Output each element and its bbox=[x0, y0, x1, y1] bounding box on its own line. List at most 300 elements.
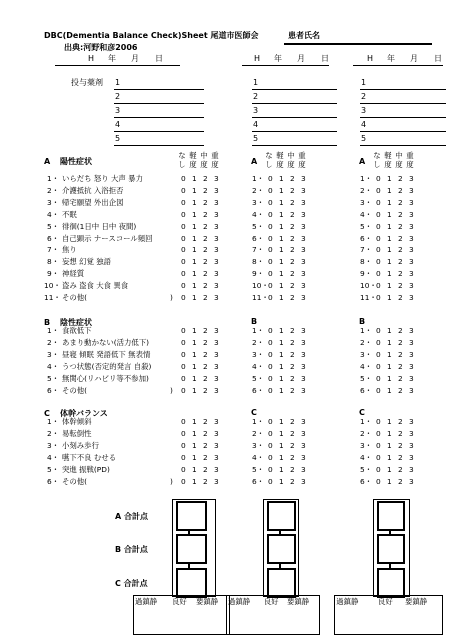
score-option[interactable]: 0 bbox=[181, 464, 186, 474]
score-option[interactable]: 3 bbox=[409, 245, 414, 255]
score-option[interactable]: 3 bbox=[214, 281, 219, 291]
score-option[interactable]: 1 bbox=[387, 281, 392, 291]
score-option[interactable]: 2 bbox=[290, 464, 295, 474]
score-option[interactable]: 0 bbox=[376, 440, 381, 450]
score-option[interactable]: 1 bbox=[192, 245, 197, 255]
score-option[interactable]: 3 bbox=[214, 257, 219, 267]
score-option[interactable]: 1 bbox=[279, 361, 284, 371]
score-option[interactable]: 1 bbox=[387, 221, 392, 231]
score-option[interactable]: 3 bbox=[409, 197, 414, 207]
score-option[interactable]: 1 bbox=[192, 361, 197, 371]
score-option[interactable]: 0 bbox=[376, 428, 381, 438]
score-option[interactable]: 2 bbox=[203, 428, 208, 438]
score-option[interactable]: 1 bbox=[387, 269, 392, 279]
score-option[interactable]: 1 bbox=[387, 174, 392, 183]
score-option[interactable]: 1 bbox=[279, 464, 284, 474]
score-option[interactable]: 2 bbox=[203, 257, 208, 267]
score-option[interactable]: 3 bbox=[301, 337, 306, 347]
score-option[interactable]: 2 bbox=[398, 233, 403, 243]
score-option[interactable]: 1 bbox=[387, 245, 392, 255]
score-option[interactable]: 3 bbox=[409, 293, 414, 302]
medication-row-line bbox=[360, 89, 446, 90]
score-option[interactable]: 3 bbox=[214, 269, 219, 279]
score-option[interactable]: 3 bbox=[409, 428, 414, 438]
score-option[interactable]: 1 bbox=[387, 293, 392, 302]
score-option[interactable]: 2 bbox=[290, 174, 295, 183]
score-option[interactable]: 3 bbox=[409, 373, 414, 383]
total-score-box[interactable] bbox=[377, 501, 405, 531]
score-option[interactable]: 2 bbox=[203, 349, 208, 359]
score-option[interactable]: 1 bbox=[387, 440, 392, 450]
score-option[interactable]: 2 bbox=[398, 464, 403, 474]
score-option[interactable]: 3 bbox=[214, 209, 219, 219]
score-option[interactable]: 2 bbox=[398, 245, 403, 255]
score-option[interactable]: 0 bbox=[181, 476, 186, 486]
score-option[interactable]: 2 bbox=[203, 221, 208, 231]
score-option[interactable]: 2 bbox=[290, 269, 295, 279]
score-option[interactable]: 3 bbox=[409, 476, 414, 486]
score-option[interactable]: 3 bbox=[409, 174, 414, 183]
score-option[interactable]: 3 bbox=[301, 281, 306, 291]
score-option[interactable]: 1 bbox=[279, 440, 284, 450]
score-option[interactable]: 1 bbox=[192, 293, 197, 302]
score-option[interactable]: 1 bbox=[279, 281, 284, 291]
score-option[interactable]: 1 bbox=[387, 233, 392, 243]
score-option[interactable]: 1 bbox=[192, 197, 197, 207]
score-option[interactable]: 2 bbox=[203, 281, 208, 291]
score-option[interactable]: 3 bbox=[301, 293, 306, 302]
score-option[interactable]: 2 bbox=[203, 185, 208, 195]
score-option[interactable]: 0 bbox=[376, 293, 381, 302]
score-option[interactable]: 1 bbox=[387, 373, 392, 383]
score-option[interactable]: 3 bbox=[214, 464, 219, 474]
score-option[interactable]: 0 bbox=[268, 417, 273, 426]
score-option[interactable]: 1 bbox=[387, 476, 392, 486]
score-option[interactable]: 3 bbox=[214, 326, 219, 335]
score-option[interactable]: 0 bbox=[268, 349, 273, 359]
score-option[interactable]: 0 bbox=[268, 281, 273, 291]
score-option[interactable]: 2 bbox=[203, 373, 208, 383]
score-option[interactable]: 3 bbox=[409, 281, 414, 291]
score-option[interactable]: 3 bbox=[301, 385, 306, 395]
score-option[interactable]: 0 bbox=[376, 476, 381, 486]
score-option[interactable]: 0 bbox=[181, 428, 186, 438]
score-option[interactable]: 2 bbox=[290, 349, 295, 359]
score-option[interactable]: 0 bbox=[181, 337, 186, 347]
score-option[interactable]: 2 bbox=[203, 245, 208, 255]
score-option[interactable]: 3 bbox=[214, 221, 219, 231]
score-option[interactable]: 1 bbox=[387, 361, 392, 371]
score-option[interactable]: 1 bbox=[279, 428, 284, 438]
score-option[interactable]: 0 bbox=[181, 281, 186, 291]
medication-row-number: 5 bbox=[361, 134, 367, 143]
score-option[interactable]: 0 bbox=[181, 293, 186, 302]
score-option[interactable]: 2 bbox=[290, 428, 295, 438]
score-option[interactable]: 3 bbox=[301, 464, 306, 474]
score-option[interactable]: 2 bbox=[398, 373, 403, 383]
source-credit: 出典:河野和彦2006 bbox=[64, 43, 138, 52]
score-option[interactable]: 3 bbox=[214, 385, 219, 395]
score-option[interactable]: 2 bbox=[290, 197, 295, 207]
score-option[interactable]: 0 bbox=[376, 209, 381, 219]
score-option[interactable]: 0 bbox=[181, 326, 186, 335]
sedation-label: 要鎮静 bbox=[196, 597, 219, 606]
score-option[interactable]: 0 bbox=[181, 245, 186, 255]
score-option[interactable]: 3 bbox=[214, 440, 219, 450]
score-option[interactable]: 0 bbox=[268, 464, 273, 474]
score-option[interactable]: 1 bbox=[387, 464, 392, 474]
score-option[interactable]: 0 bbox=[268, 245, 273, 255]
total-score-box[interactable] bbox=[267, 568, 296, 598]
medication-row-number: 4 bbox=[361, 120, 367, 129]
score-option[interactable]: 2 bbox=[203, 361, 208, 371]
score-option[interactable]: 3 bbox=[409, 326, 414, 335]
score-option[interactable]: 1 bbox=[192, 174, 197, 183]
score-option[interactable]: 0 bbox=[181, 417, 186, 426]
score-option[interactable]: 3 bbox=[409, 361, 414, 371]
score-option[interactable]: 2 bbox=[398, 428, 403, 438]
score-option[interactable]: 0 bbox=[268, 361, 273, 371]
score-option[interactable]: 2 bbox=[290, 281, 295, 291]
score-option[interactable]: 0 bbox=[376, 269, 381, 279]
score-option[interactable]: 3 bbox=[301, 233, 306, 243]
score-option[interactable]: 2 bbox=[203, 337, 208, 347]
score-option[interactable]: 2 bbox=[290, 233, 295, 243]
date-day: 日 bbox=[155, 54, 163, 63]
score-option[interactable]: 0 bbox=[181, 373, 186, 383]
score-option[interactable]: 0 bbox=[376, 197, 381, 207]
score-option[interactable]: 0 bbox=[181, 174, 186, 183]
score-option[interactable]: 2 bbox=[203, 385, 208, 395]
score-option[interactable]: 0 bbox=[181, 452, 186, 462]
score-option[interactable]: 3 bbox=[214, 174, 219, 183]
score-option[interactable]: 0 bbox=[181, 349, 186, 359]
score-option[interactable]: 3 bbox=[301, 373, 306, 383]
score-option[interactable]: 3 bbox=[301, 440, 306, 450]
score-option[interactable]: 0 bbox=[268, 257, 273, 267]
score-option[interactable]: 1 bbox=[279, 221, 284, 231]
score-option[interactable]: 3 bbox=[409, 452, 414, 462]
score-option[interactable]: 3 bbox=[409, 269, 414, 279]
score-option[interactable]: 1 bbox=[387, 209, 392, 219]
score-option[interactable]: 0 bbox=[181, 209, 186, 219]
item-number: 5・ bbox=[47, 221, 60, 231]
score-option[interactable]: 2 bbox=[203, 326, 208, 335]
score-option[interactable]: 3 bbox=[214, 349, 219, 359]
score-option[interactable]: 2 bbox=[203, 476, 208, 486]
score-option[interactable]: 2 bbox=[398, 349, 403, 359]
score-option[interactable]: 1 bbox=[279, 233, 284, 243]
score-option[interactable]: 2 bbox=[290, 385, 295, 395]
score-option[interactable]: 2 bbox=[398, 476, 403, 486]
score-option[interactable]: 0 bbox=[268, 337, 273, 347]
score-option[interactable]: 0 bbox=[268, 174, 273, 183]
score-option[interactable]: 0 bbox=[376, 233, 381, 243]
score-option[interactable]: 3 bbox=[301, 428, 306, 438]
score-option[interactable]: 1 bbox=[192, 281, 197, 291]
score-option[interactable]: 0 bbox=[376, 245, 381, 255]
score-option[interactable]: 2 bbox=[290, 337, 295, 347]
score-option[interactable]: 0 bbox=[376, 452, 381, 462]
score-option[interactable]: 2 bbox=[398, 209, 403, 219]
score-option[interactable]: 0 bbox=[268, 440, 273, 450]
score-option[interactable]: 1 bbox=[192, 337, 197, 347]
score-option[interactable]: 2 bbox=[203, 174, 208, 183]
score-option[interactable]: 2 bbox=[398, 257, 403, 267]
score-option[interactable]: 3 bbox=[301, 221, 306, 231]
score-option[interactable]: 1 bbox=[192, 221, 197, 231]
score-option[interactable]: 1 bbox=[387, 326, 392, 335]
score-option[interactable]: 0 bbox=[181, 269, 186, 279]
score-option[interactable]: 0 bbox=[268, 476, 273, 486]
score-option[interactable]: 2 bbox=[290, 417, 295, 426]
score-option[interactable]: 2 bbox=[290, 209, 295, 219]
score-option[interactable]: 3 bbox=[301, 245, 306, 255]
score-option[interactable]: 1 bbox=[279, 373, 284, 383]
score-option[interactable]: 3 bbox=[409, 385, 414, 395]
score-option[interactable]: 3 bbox=[409, 221, 414, 231]
score-option[interactable]: 3 bbox=[214, 245, 219, 255]
score-option[interactable]: 0 bbox=[268, 293, 273, 302]
score-option[interactable]: 3 bbox=[301, 326, 306, 335]
score-option[interactable]: 3 bbox=[214, 476, 219, 486]
score-option[interactable]: 2 bbox=[398, 293, 403, 302]
score-option[interactable]: 0 bbox=[376, 385, 381, 395]
score-option[interactable]: 0 bbox=[181, 257, 186, 267]
total-score-box[interactable] bbox=[176, 534, 207, 564]
score-option[interactable]: 0 bbox=[268, 197, 273, 207]
score-option[interactable]: 3 bbox=[409, 417, 414, 426]
score-option[interactable]: 2 bbox=[203, 233, 208, 243]
score-option[interactable]: 1 bbox=[279, 257, 284, 267]
total-score-box[interactable] bbox=[267, 534, 296, 564]
score-option[interactable]: 0 bbox=[268, 428, 273, 438]
scale-header-bottom: 度 bbox=[189, 160, 197, 169]
score-option[interactable]: 0 bbox=[181, 221, 186, 231]
score-option[interactable]: 0 bbox=[268, 221, 273, 231]
sedation-label: 良好 bbox=[263, 597, 279, 606]
score-option[interactable]: 1 bbox=[387, 428, 392, 438]
score-option[interactable]: 1 bbox=[387, 185, 392, 195]
score-option[interactable]: 1 bbox=[279, 452, 284, 462]
score-option[interactable]: 3 bbox=[214, 337, 219, 347]
item-number: 1・ bbox=[47, 326, 60, 335]
total-score-box[interactable] bbox=[377, 534, 405, 564]
score-option[interactable]: 1 bbox=[279, 349, 284, 359]
score-option[interactable]: 0 bbox=[181, 233, 186, 243]
score-option[interactable]: 1 bbox=[192, 257, 197, 267]
score-option[interactable]: 2 bbox=[203, 452, 208, 462]
score-option[interactable]: 1 bbox=[192, 269, 197, 279]
score-option[interactable]: 2 bbox=[203, 417, 208, 426]
score-option[interactable]: 2 bbox=[398, 417, 403, 426]
score-option[interactable]: 3 bbox=[214, 428, 219, 438]
score-option[interactable]: 3 bbox=[301, 417, 306, 426]
score-option[interactable]: 1 bbox=[192, 464, 197, 474]
item-number: 6・ bbox=[360, 476, 373, 486]
score-option[interactable]: 2 bbox=[290, 185, 295, 195]
score-option[interactable]: 1 bbox=[387, 417, 392, 426]
item-text: 徘徊(1日中 日中 夜間) bbox=[62, 221, 137, 231]
score-option[interactable]: 0 bbox=[181, 385, 186, 395]
score-option[interactable]: 2 bbox=[290, 476, 295, 486]
score-option[interactable]: 0 bbox=[376, 281, 381, 291]
score-option[interactable]: 0 bbox=[181, 361, 186, 371]
score-option[interactable]: 1 bbox=[279, 337, 284, 347]
score-option[interactable]: 3 bbox=[301, 349, 306, 359]
score-option[interactable]: 1 bbox=[192, 233, 197, 243]
score-option[interactable]: 2 bbox=[290, 293, 295, 302]
total-score-box[interactable] bbox=[176, 568, 207, 598]
score-option[interactable]: 1 bbox=[387, 452, 392, 462]
score-option[interactable]: 1 bbox=[192, 349, 197, 359]
score-option[interactable]: 2 bbox=[203, 293, 208, 302]
score-option[interactable]: 2 bbox=[398, 452, 403, 462]
score-option[interactable]: 3 bbox=[214, 233, 219, 243]
score-option[interactable]: 3 bbox=[214, 373, 219, 383]
score-option[interactable]: 1 bbox=[192, 185, 197, 195]
score-option[interactable]: 2 bbox=[290, 245, 295, 255]
score-option[interactable]: 1 bbox=[279, 174, 284, 183]
item-number: 3・ bbox=[252, 440, 265, 450]
score-option[interactable]: 3 bbox=[301, 361, 306, 371]
score-option[interactable]: 0 bbox=[376, 464, 381, 474]
score-option[interactable]: 2 bbox=[398, 326, 403, 335]
score-option[interactable]: 3 bbox=[214, 185, 219, 195]
score-option[interactable]: 3 bbox=[301, 209, 306, 219]
score-option[interactable]: 0 bbox=[376, 257, 381, 267]
score-option[interactable]: 0 bbox=[268, 373, 273, 383]
score-option[interactable]: 0 bbox=[268, 209, 273, 219]
score-option[interactable]: 3 bbox=[409, 257, 414, 267]
score-option[interactable]: 1 bbox=[279, 185, 284, 195]
score-option[interactable]: 2 bbox=[290, 326, 295, 335]
score-option[interactable]: 2 bbox=[203, 269, 208, 279]
score-option[interactable]: 1 bbox=[387, 337, 392, 347]
score-option[interactable]: 0 bbox=[268, 233, 273, 243]
score-option[interactable]: 0 bbox=[376, 221, 381, 231]
score-option[interactable]: 3 bbox=[214, 197, 219, 207]
score-option[interactable]: 2 bbox=[290, 361, 295, 371]
score-option[interactable]: 0 bbox=[376, 174, 381, 183]
score-option[interactable]: 0 bbox=[268, 452, 273, 462]
score-option[interactable]: 0 bbox=[376, 337, 381, 347]
score-option[interactable]: 0 bbox=[268, 385, 273, 395]
score-option[interactable]: 1 bbox=[279, 209, 284, 219]
score-option[interactable]: 2 bbox=[203, 197, 208, 207]
score-option[interactable]: 3 bbox=[409, 185, 414, 195]
score-option[interactable]: 2 bbox=[203, 440, 208, 450]
score-option[interactable]: 1 bbox=[279, 326, 284, 335]
score-option[interactable]: 0 bbox=[376, 185, 381, 195]
score-option[interactable]: 0 bbox=[376, 417, 381, 426]
score-option[interactable]: 0 bbox=[268, 185, 273, 195]
score-option[interactable]: 2 bbox=[398, 269, 403, 279]
score-option[interactable]: 1 bbox=[387, 257, 392, 267]
score-option[interactable]: 0 bbox=[181, 185, 186, 195]
score-option[interactable]: 1 bbox=[192, 417, 197, 426]
score-option[interactable]: 0 bbox=[376, 373, 381, 383]
score-option[interactable]: 2 bbox=[398, 361, 403, 371]
score-option[interactable]: 2 bbox=[398, 174, 403, 183]
score-option[interactable]: 3 bbox=[409, 464, 414, 474]
score-option[interactable]: 3 bbox=[301, 185, 306, 195]
score-option[interactable]: 1 bbox=[279, 269, 284, 279]
score-option[interactable]: 3 bbox=[409, 209, 414, 219]
score-option[interactable]: 1 bbox=[192, 476, 197, 486]
score-option[interactable]: 0 bbox=[268, 326, 273, 335]
item-number: 4・ bbox=[252, 209, 265, 219]
score-option[interactable]: 3 bbox=[301, 269, 306, 279]
score-option[interactable]: 1 bbox=[387, 197, 392, 207]
score-option[interactable]: 2 bbox=[290, 257, 295, 267]
score-option[interactable]: 3 bbox=[409, 349, 414, 359]
item-number: 4・ bbox=[47, 209, 60, 219]
score-option[interactable]: 2 bbox=[290, 440, 295, 450]
score-option[interactable]: 3 bbox=[409, 337, 414, 347]
score-option[interactable]: 1 bbox=[192, 428, 197, 438]
score-option[interactable]: 3 bbox=[409, 233, 414, 243]
total-score-box[interactable] bbox=[176, 501, 207, 531]
score-option[interactable]: 2 bbox=[398, 281, 403, 291]
score-option[interactable]: 3 bbox=[214, 452, 219, 462]
score-option[interactable]: 2 bbox=[290, 452, 295, 462]
score-option[interactable]: 2 bbox=[203, 464, 208, 474]
score-option[interactable]: 3 bbox=[214, 417, 219, 426]
score-option[interactable]: 1 bbox=[279, 476, 284, 486]
score-option[interactable]: 2 bbox=[203, 209, 208, 219]
score-option[interactable]: 2 bbox=[290, 221, 295, 231]
total-score-box[interactable] bbox=[377, 568, 405, 598]
score-option[interactable]: 2 bbox=[398, 337, 403, 347]
score-option[interactable]: 1 bbox=[279, 245, 284, 255]
score-option[interactable]: 1 bbox=[279, 417, 284, 426]
score-option[interactable]: 0 bbox=[376, 349, 381, 359]
score-option[interactable]: 3 bbox=[214, 293, 219, 302]
score-option[interactable]: 1 bbox=[192, 326, 197, 335]
score-option[interactable]: 1 bbox=[192, 209, 197, 219]
score-option[interactable]: 2 bbox=[398, 185, 403, 195]
score-option[interactable]: 1 bbox=[279, 385, 284, 395]
score-option[interactable]: 1 bbox=[387, 349, 392, 359]
score-option[interactable]: 3 bbox=[409, 440, 414, 450]
score-option[interactable]: 2 bbox=[398, 221, 403, 231]
total-score-box[interactable] bbox=[267, 501, 296, 531]
score-option[interactable]: 3 bbox=[301, 476, 306, 486]
score-option[interactable]: 1 bbox=[279, 197, 284, 207]
score-option[interactable]: 0 bbox=[268, 269, 273, 279]
score-option[interactable]: 3 bbox=[301, 257, 306, 267]
score-option[interactable]: 2 bbox=[398, 385, 403, 395]
score-option[interactable]: 2 bbox=[398, 197, 403, 207]
score-option[interactable]: 1 bbox=[279, 293, 284, 302]
score-option[interactable]: 1 bbox=[192, 385, 197, 395]
score-option[interactable]: 1 bbox=[192, 452, 197, 462]
score-option[interactable]: 0 bbox=[181, 440, 186, 450]
score-option[interactable]: 1 bbox=[192, 373, 197, 383]
score-option[interactable]: 2 bbox=[398, 440, 403, 450]
score-option[interactable]: 1 bbox=[387, 385, 392, 395]
score-option[interactable]: 3 bbox=[301, 174, 306, 183]
score-option[interactable]: 2 bbox=[290, 373, 295, 383]
score-option[interactable]: 3 bbox=[301, 452, 306, 462]
score-option[interactable]: 1 bbox=[192, 440, 197, 450]
score-option[interactable]: 0 bbox=[181, 197, 186, 207]
score-option[interactable]: 0 bbox=[376, 326, 381, 335]
score-option[interactable]: 3 bbox=[301, 197, 306, 207]
score-option[interactable]: 3 bbox=[214, 361, 219, 371]
score-option[interactable]: 0 bbox=[376, 361, 381, 371]
